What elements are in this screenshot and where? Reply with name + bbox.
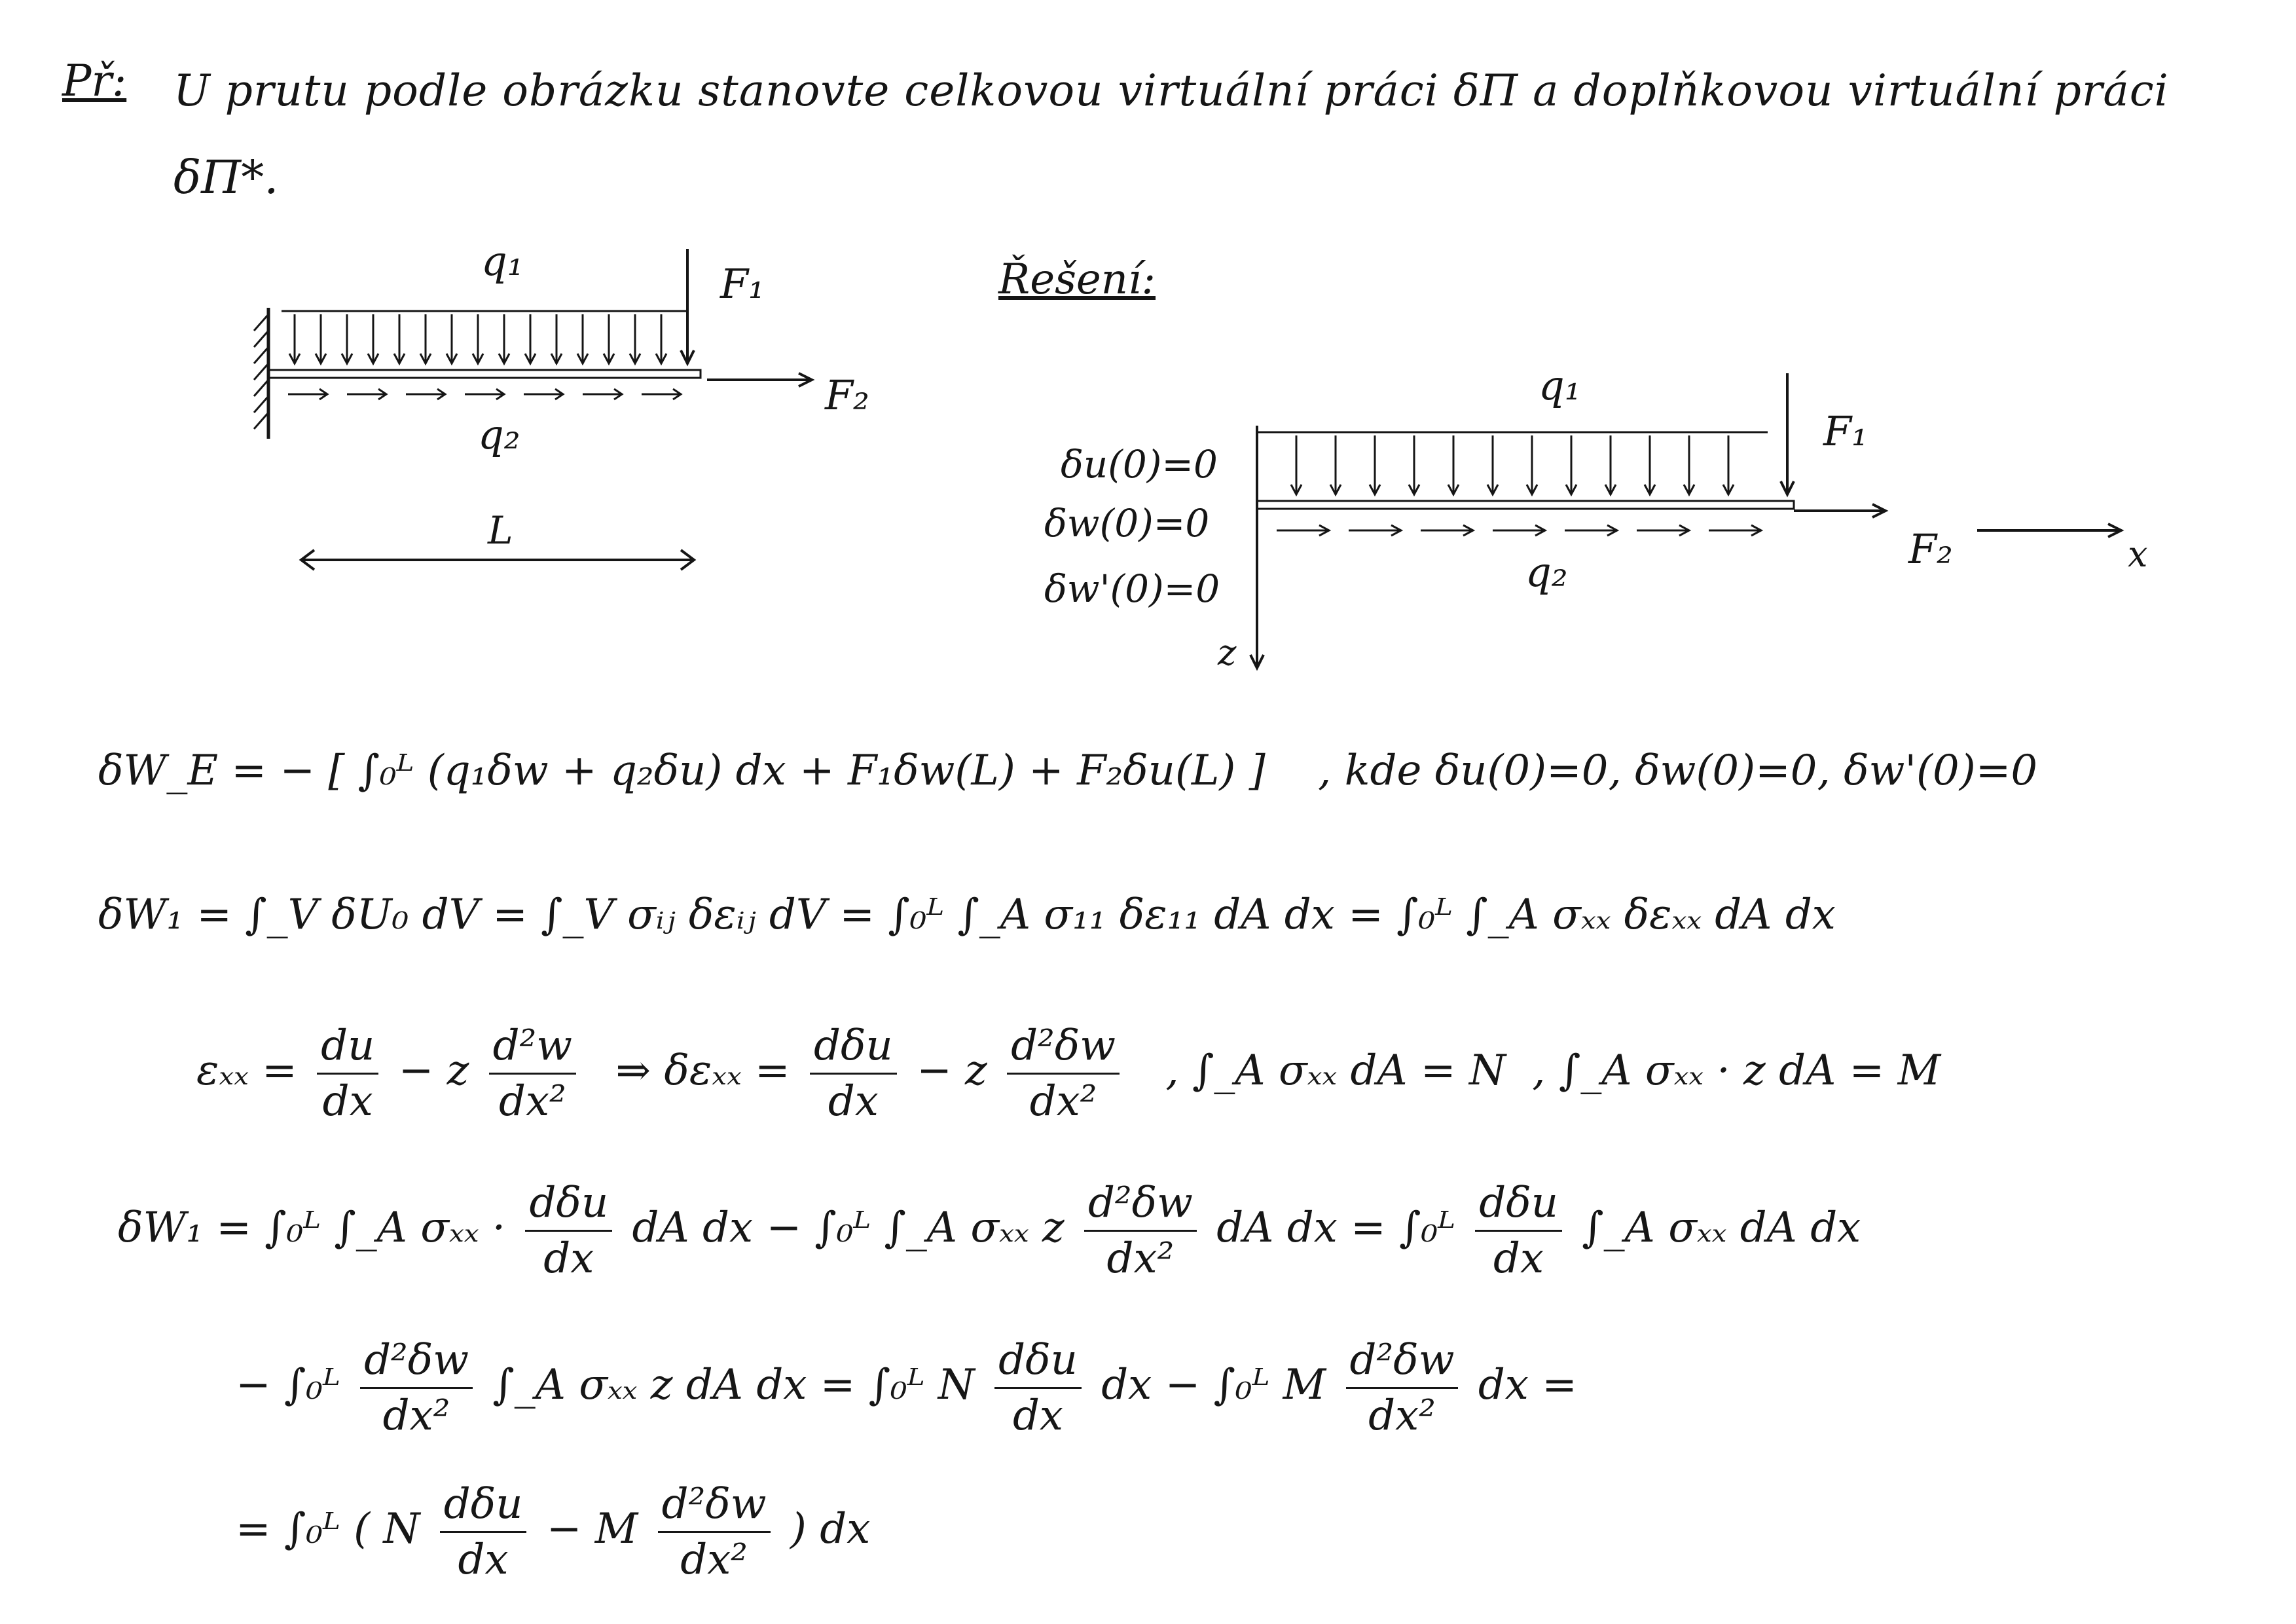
F2-label: F₂ bbox=[825, 371, 869, 419]
eq3-mid: − z bbox=[398, 1046, 469, 1095]
equation-internal-work-continued bbox=[236, 1336, 1577, 1440]
eq3-frac2: $\frac{\text{d²w}}{\text{dx²}}$ bbox=[489, 1022, 576, 1126]
F2-label-right: F₂ bbox=[1908, 525, 1953, 573]
beam-right bbox=[1257, 501, 1794, 509]
bc-dwp0: δw'(0)=0 bbox=[1044, 566, 1220, 611]
equation-internal-work-expanded bbox=[118, 1179, 1861, 1283]
eq6-mid: − M bbox=[546, 1505, 638, 1553]
eq5-lhs: − ∫₀ᴸ bbox=[236, 1361, 340, 1409]
eq4-frac2: $\frac{\text{d²δw}}{\text{dx²}}$ bbox=[1084, 1179, 1197, 1283]
q2-label-right: q₂ bbox=[1525, 548, 1568, 596]
solution-heading: Řešení: bbox=[998, 255, 1156, 304]
eq6-end: ) dx bbox=[790, 1505, 871, 1553]
F1-label: F₁ bbox=[720, 260, 765, 308]
F1-label-right: F₁ bbox=[1823, 407, 1868, 455]
equation-external-work bbox=[98, 747, 2037, 795]
eq5-frac1: $\frac{\text{d²δw}}{\text{dx²}}$ bbox=[360, 1336, 473, 1440]
eq3-moment: , ∫_A σₓₓ · z dA = M bbox=[1532, 1046, 1941, 1095]
eq1-body: δW_E = − [ ∫₀ᴸ (q₁δw + q₂δu) dx + F₁δw(L) + F₂δu(L) ] bbox=[98, 747, 1266, 795]
problem-label: Př: bbox=[62, 56, 127, 106]
equation-strain bbox=[196, 1022, 1941, 1126]
equation-internal-work-final bbox=[236, 1480, 870, 1584]
eq4-mid: dA dx − ∫₀ᴸ ∫_A σₓₓ z bbox=[632, 1204, 1065, 1252]
length-dimension bbox=[301, 550, 694, 570]
eq4-frac1: $\frac{\text{dδu}}{dx}$ bbox=[525, 1179, 612, 1283]
bc-du0: δu(0)=0 bbox=[1061, 442, 1218, 487]
q1-label: q₁ bbox=[481, 237, 524, 285]
problem-text-line2: δΠ*. bbox=[173, 151, 279, 204]
q1-label-right: q₁ bbox=[1539, 361, 1581, 409]
F2-arrow bbox=[707, 373, 812, 386]
F2-arrow-right bbox=[1794, 504, 1886, 517]
beam-figure-left bbox=[249, 223, 936, 589]
eq3-normal-force: , ∫_A σₓₓ dA = N bbox=[1165, 1046, 1506, 1095]
F1-arrow bbox=[681, 249, 694, 363]
wall-hatching bbox=[254, 314, 268, 429]
q1-arrows bbox=[289, 314, 666, 363]
eq6-lhs: = ∫₀ᴸ ( N bbox=[236, 1505, 420, 1553]
bc-dw0: δw(0)=0 bbox=[1044, 501, 1210, 545]
eq3-frac1: $\frac{du}{dx}$ bbox=[317, 1022, 378, 1126]
length-label: L bbox=[488, 508, 513, 553]
x-axis bbox=[1977, 524, 2121, 537]
eq1-where: , kde δu(0)=0, δw(0)=0, δw'(0)=0 bbox=[1318, 747, 2038, 795]
eq5-frac3: $\frac{\text{d²δw}}{\text{dx²}}$ bbox=[1346, 1336, 1459, 1440]
F1-arrow-right bbox=[1781, 373, 1794, 494]
eq3-implies: ⇒ δεₓₓ = bbox=[615, 1046, 790, 1095]
q2-label: q₂ bbox=[478, 411, 520, 458]
eq5-mid2: dx − ∫₀ᴸ M bbox=[1101, 1361, 1326, 1409]
eq4-frac3: $\frac{\text{dδu}}{dx}$ bbox=[1475, 1179, 1562, 1283]
eq3-lhs: εₓₓ = bbox=[196, 1046, 297, 1095]
eq6-frac1: $\frac{\text{dδu}}{dx}$ bbox=[440, 1480, 527, 1584]
problem-text-line1: U prutu podle obrázku stanovte celkovou virtuální práci δΠ a doplňkovou virtuální práci bbox=[173, 65, 2169, 116]
beam-left bbox=[268, 370, 701, 378]
equation-internal-work: δW₁ = ∫_V δU₀ dV = ∫_V σᵢⱼ δεᵢⱼ dV = ∫₀ᴸ ∫_A σ₁₁ δε₁₁ dA dx = ∫₀ᴸ ∫_A σₓₓ δεₓₓ dA dx bbox=[98, 891, 1836, 939]
q2-arrows bbox=[288, 389, 681, 399]
eq5-frac2: $\frac{\text{dδu}}{dx}$ bbox=[994, 1336, 1082, 1440]
z-axis-label: z bbox=[1218, 632, 1237, 673]
x-axis-label: x bbox=[2128, 534, 2148, 575]
eq3-mid2: − z bbox=[917, 1046, 987, 1095]
eq6-frac2: $\frac{\text{d²δw}}{\text{dx²}}$ bbox=[658, 1480, 771, 1584]
eq5-mid: ∫_A σₓₓ z dA dx = ∫₀ᴸ N bbox=[492, 1361, 975, 1409]
q2-arrows-right bbox=[1277, 525, 1761, 536]
eq3-frac3: $\frac{\text{dδu}}{dx}$ bbox=[810, 1022, 897, 1126]
eq4-lhs: δW₁ = ∫₀ᴸ ∫_A σₓₓ · bbox=[118, 1204, 506, 1252]
q1-arrows-right bbox=[1291, 435, 1734, 494]
eq4-mid2: dA dx = ∫₀ᴸ bbox=[1216, 1204, 1455, 1252]
eq4-end: ∫_A σₓₓ dA dx bbox=[1582, 1204, 1861, 1252]
eq5-end: dx = bbox=[1478, 1361, 1577, 1409]
eq3-frac4: $\frac{\text{d²δw}}{\text{dx²}}$ bbox=[1007, 1022, 1120, 1126]
